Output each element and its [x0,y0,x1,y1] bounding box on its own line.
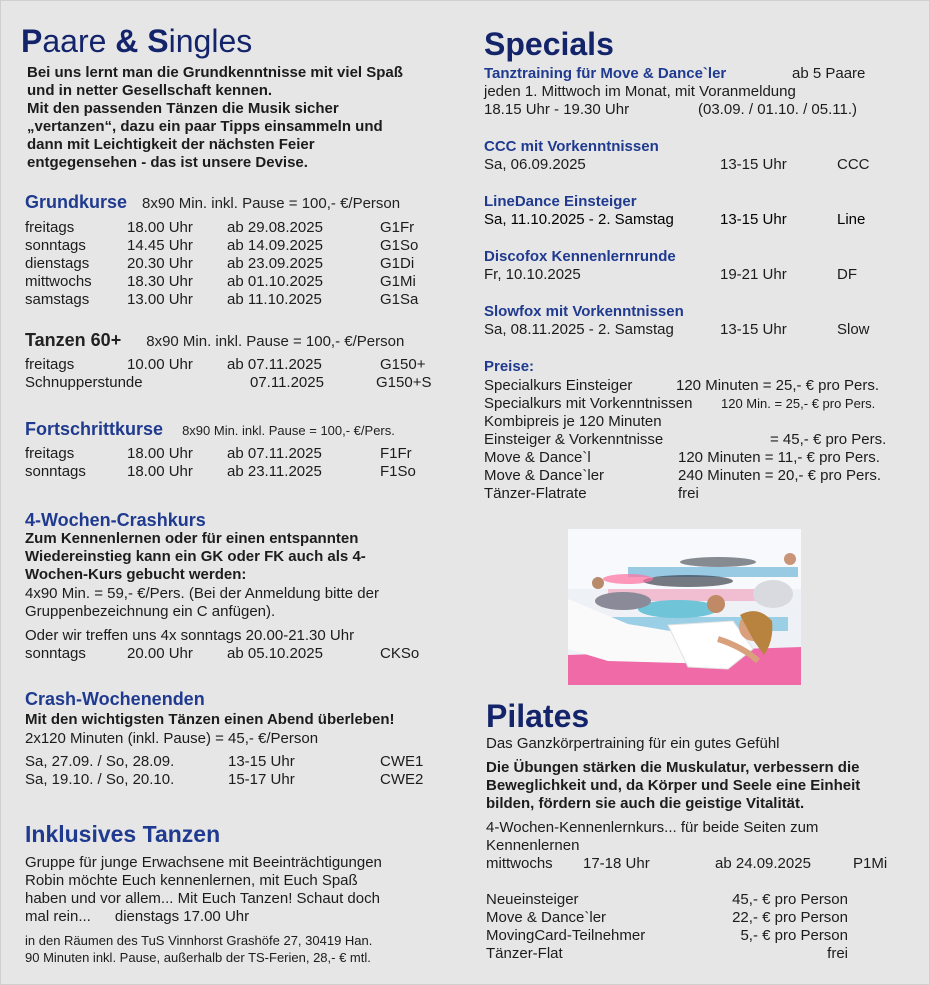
inklusiv-text: Gruppe für junge Erwachsene mit Beeinträchtigungen Robin möchte Euch kennenlernen, mit Euch Spaß haben und vor allem... Mit Euch Tanzen! Schaut doch mal rein... dienstags 17.00 Uhr [25,854,382,925]
table-row: freitags 18.00 Uhr ab 07.11.2025 F1Fr [25,445,412,462]
pilates-photo [568,529,801,685]
tanztraining-block: Tanztraining für Move & Dance`ler ab 5 Paare jeden 1. Mittwoch im Monat, mit Voranmeldung 18.15 Uhr - 19.30 Uhr (03.09. / 01.10. / 05.11.) [484,65,866,118]
preise-table [484,377,909,503]
pilates-text: 4-Wochen-Kennenlernkurs... für beide Seiten zum Kennenlernen [486,819,819,854]
crashkurs-table [25,645,455,663]
table-row: freitags 18.00 Uhr ab 29.08.2025 G1Fr [25,219,415,236]
pilates-prices [486,891,906,963]
price-row: Specialkurs mit Vorkenntnissen 120 Min. = 25,- € pro Pers. [484,395,876,412]
crashwe-bold: Mit den wichtigsten Tänzen einen Abend überleben! [25,711,395,728]
specials-title: Specials [484,26,614,62]
table-row: samstags 13.00 Uhr ab 11.10.2025 G1Sa [25,291,419,308]
paare-singles-title: Paare & Singles [21,23,253,59]
table-row: Schnupperstunde 07.11.2025 G150+S [25,374,432,391]
pilates-subtitle: Das Ganzkörpertraining für ein gutes Gefühl [486,735,780,752]
grundkurse-heading: Grundkurse 8x90 Min. inkl. Pause = 100,- €/Person [25,192,401,212]
crashwe-table [25,753,455,789]
table-row: freitags 10.00 Uhr ab 07.11.2025 G150+ [25,356,426,373]
grundkurse-table [25,219,455,309]
inklusiv-heading: Inklusives Tanzen [25,821,221,847]
table-row: sonntags 18.00 Uhr ab 23.11.2025 F1So [25,463,416,480]
table-row: Sa, 27.09. / So, 28.09. 13-15 Uhr CWE1 [25,753,424,770]
pilates-photo-illustration [568,529,801,685]
tanztraining-min: ab 5 Paare [792,65,866,82]
special-event: LineDance Einsteiger Sa, 11.10.2025 - 2. Samstag 13-15 Uhr Line [484,193,866,228]
intro-text: Bei uns lernt man die Grundkenntnisse mit viel Spaß und in netter Gesellschaft kennen. Mit den passenden Tänzen die Musik sicher „vertanzen“, dazu ein paar Tipps einsammeln und dann mit Leichtigkeit der nächsten Feier entgegensehen - das ist unsere Devise. [27,64,403,171]
preise-heading: Preise: [484,358,535,375]
price-row: Tänzer-Flatrate frei [484,485,699,502]
tanzen60-table [25,356,455,392]
table-row: sonntags 20.00 Uhr ab 05.10.2025 CKSo [25,645,420,662]
inklusiv-small: in den Räumen des TuS Vinnhorst Grashöfe 27, 30419 Han. 90 Minuten inkl. Pause, außerhalb der TS-Ferien, 28,- € mtl. [25,933,373,965]
table-row: Sa, 19.10. / So, 20.10. 15-17 Uhr CWE2 [25,771,424,788]
price-row: MovingCard-Teilnehmer 5,- € pro Person [486,927,848,944]
price-row: Move & Dance`ler 22,- € pro Person [486,909,848,926]
price-row: Tänzer-Flat frei [486,945,848,962]
tanzen60-heading: Tanzen 60+ 8x90 Min. inkl. Pause = 100,- €/Person [25,330,405,350]
pilates-table [486,855,906,873]
tanztraining-title: Tanztraining für Move & Dance`ler [484,65,727,82]
price-row: Kombipreis je 120 Minuten [484,413,662,430]
price-row: Specialkurs Einsteiger 120 Minuten = 25,- € pro Pers. [484,377,880,394]
crashkurs-alt: Oder wir treffen uns 4x sonntags 20.00-21.30 Uhr [25,627,355,644]
price-row: Neueinsteiger 45,- € pro Person [486,891,848,908]
price-row: Einsteiger & Vorkenntnisse = 45,- € pro Pers. [484,431,887,448]
table-row: dienstags 20.30 Uhr ab 23.09.2025 G1Di [25,255,415,272]
fortschritt-heading: Fortschrittkurse 8x90 Min. inkl. Pause = 100,- €/Pers. [25,419,395,439]
crashkurs-bold: Zum Kennenlernen oder für einen entspannten Wiedereinstieg kann ein GK oder FK auch als 4- Wochen-Kurs gebucht werden: [25,530,366,583]
special-event: Discofox Kennenlernrunde Fr, 10.10.2025 19-21 Uhr DF [484,248,857,283]
crashwe-text: 2x120 Minuten (inkl. Pause) = 45,- €/Person [25,730,319,747]
crashkurs-text: 4x90 Min. = 59,- €/Pers. (Bei der Anmeldung bitte der Gruppenbezeichnung ein C anfügen). [25,585,379,620]
price-row: Move & Dance`l 120 Minuten = 11,- € pro Pers. [484,449,880,466]
table-row: mittwochs 18.30 Uhr ab 01.10.2025 G1Mi [25,273,416,290]
table-row: mittwochs 17-18 Uhr ab 24.09.2025 P1Mi [486,855,888,872]
special-event: CCC mit Vorkenntnissen Sa, 06.09.2025 13-15 Uhr CCC [484,138,870,173]
fortschritt-table [25,445,455,481]
price-row: Move & Dance`ler 240 Minuten = 20,- € pro Pers. [484,467,882,484]
pilates-bold: Die Übungen stärken die Muskulatur, verbessern die Beweglichkeit und, da Körper und Seele eine Einheit bilden, fördern sie auch die geistige Vitalität. [486,759,861,812]
special-event: Slowfox mit Vorkenntnissen Sa, 08.11.2025 - 2. Samstag 13-15 Uhr Slow [484,303,870,338]
crashwe-heading: Crash-Wochenenden [25,689,205,709]
crashkurs-heading: 4-Wochen-Crashkurs [25,510,206,530]
pilates-title: Pilates [486,698,590,734]
table-row: sonntags 14.45 Uhr ab 14.09.2025 G1So [25,237,419,254]
